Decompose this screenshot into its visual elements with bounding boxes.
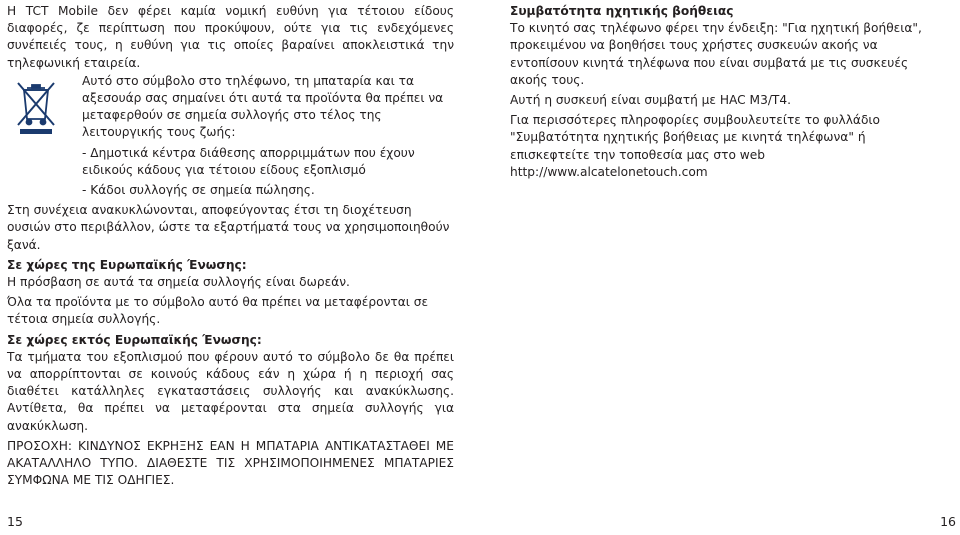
page-number: 16: [940, 514, 956, 529]
hac-paragraph: Το κινητό σας τηλέφωνο φέρει την ένδειξη: "Για ηχητική βοήθεια", προκειμένου να βοηθήσει τους χρήστες συσκευών ακοής να εντοπίσουν κινητά τηλέφωνα που είναι συμβατά με τις συσκευές ακοής τους.: [510, 21, 922, 87]
non-eu-text: Τα τμήματα του εξοπλισμού που φέρουν αυτό το σύμβολο δε θα πρέπει να απορρίπτονται σε κοινούς κάδους εάν η χώρα ή η περιοχή σας διαθέτει κατάλληλες εγκαταστάσεις συλλογής και ανακύκλωσης. Αντίθετα, θα πρέπει να μεταφέρονται στα σημεία συλλογής για ανακύκλωση.: [7, 349, 454, 433]
symbol-text: Αυτό στο σύμβολο στο τηλέφωνο, τη μπαταρία και τα αξεσουάρ σας σημαίνει ότι αυτά τα προϊόντα θα πρέπει να μεταφερθούν σε σημεία συλλογής στο τέλος της λειτουργικής τους ζωής:: [82, 73, 444, 140]
eu-free-text: Η πρόσβαση σε αυτά τα σημεία συλλογής είναι δωρεάν.: [7, 275, 350, 290]
recycle-paragraph: Στη συνέχεια ανακυκλώνονται, αποφεύγοντας έτσι τη διοχέτευση ουσιών στο περιβάλλον, ώστε τα εξαρτήματά τους να χρησιμοποιηθούν ξανά.: [7, 203, 450, 252]
crossed-out-wheelie-bin-icon: [15, 79, 57, 135]
right-column: [510, 3, 940, 181]
hac-more-info: Για περισσότερες πληροφορίες συμβουλευτείτε το φυλλάδιο "Συμβατότητα ηχητικής βοήθειας με κινητά τηλέφωνα" ή επισκεφτείτε την τοποθεσία μας στο web http://www.alcatelonetouch.com: [510, 113, 880, 179]
non-eu-heading: Σε χώρες εκτός Ευρωπαϊκής Ένωσης:: [7, 332, 262, 347]
list-item: - Κάδοι συλλογής σε σημεία πώλησης.: [82, 183, 315, 198]
page-number: 15: [7, 514, 23, 529]
eu-heading: Σε χώρες της Ευρωπαϊκής Ένωσης:: [7, 257, 247, 272]
weee-section: [7, 73, 454, 199]
list-item: - Δημοτικά κέντρα διάθεσης απορριμμάτων που έχουν ειδικούς κάδους για τέτοιου είδους εξοπλισμό: [82, 145, 415, 177]
hac-compatibility: Αυτή η συσκευή είναι συμβατή με HAC M3/T4.: [510, 93, 792, 108]
page-right: [480, 0, 960, 535]
intro-paragraph: Η TCT Mobile δεν φέρει καμία νομική ευθύνη για τέτοιου είδους διαφορές, ζε περίπτωση που προκύψουν, ούτε για τις ενδεχόμενες συνέπειές τους, η ευθύνη για τις οποίες βαραίνει αποκλειστικά την τηλεφωνική εταιρεία.: [7, 4, 454, 70]
battery-warning: ΠΡΟΣΟΧΗ: ΚΙΝΔΥΝΟΣ ΕΚΡΗΞΗΣ ΕΑΝ Η ΜΠΑΤΑΡΙΑ ΑΝΤΙΚΑΤΑΣΤΑΘΕΙ ΜΕ ΑΚΑΤΑΛΛΗΛΟ ΤΥΠΟ. ΔΙΑΘΕΣΤΕ ΤΙΣ ΧΡΗΣΙΜΟΠΟΙΗΜΕΝΕΣ ΜΠΑΤΑΡΙΕΣ ΣΥΜΦΩΝΑ ΜΕ ΤΙΣ ΟΔΗΓΙΕΣ.: [7, 438, 454, 488]
left-column: [7, 3, 454, 489]
hac-heading: Συμβατότητα ηχητικής βοήθειας: [510, 4, 734, 18]
eu-products-text: Όλα τα προϊόντα με το σύμβολο αυτό θα πρέπει να μεταφέρονται σε τέτοια σημεία συλλογής.: [7, 295, 429, 327]
